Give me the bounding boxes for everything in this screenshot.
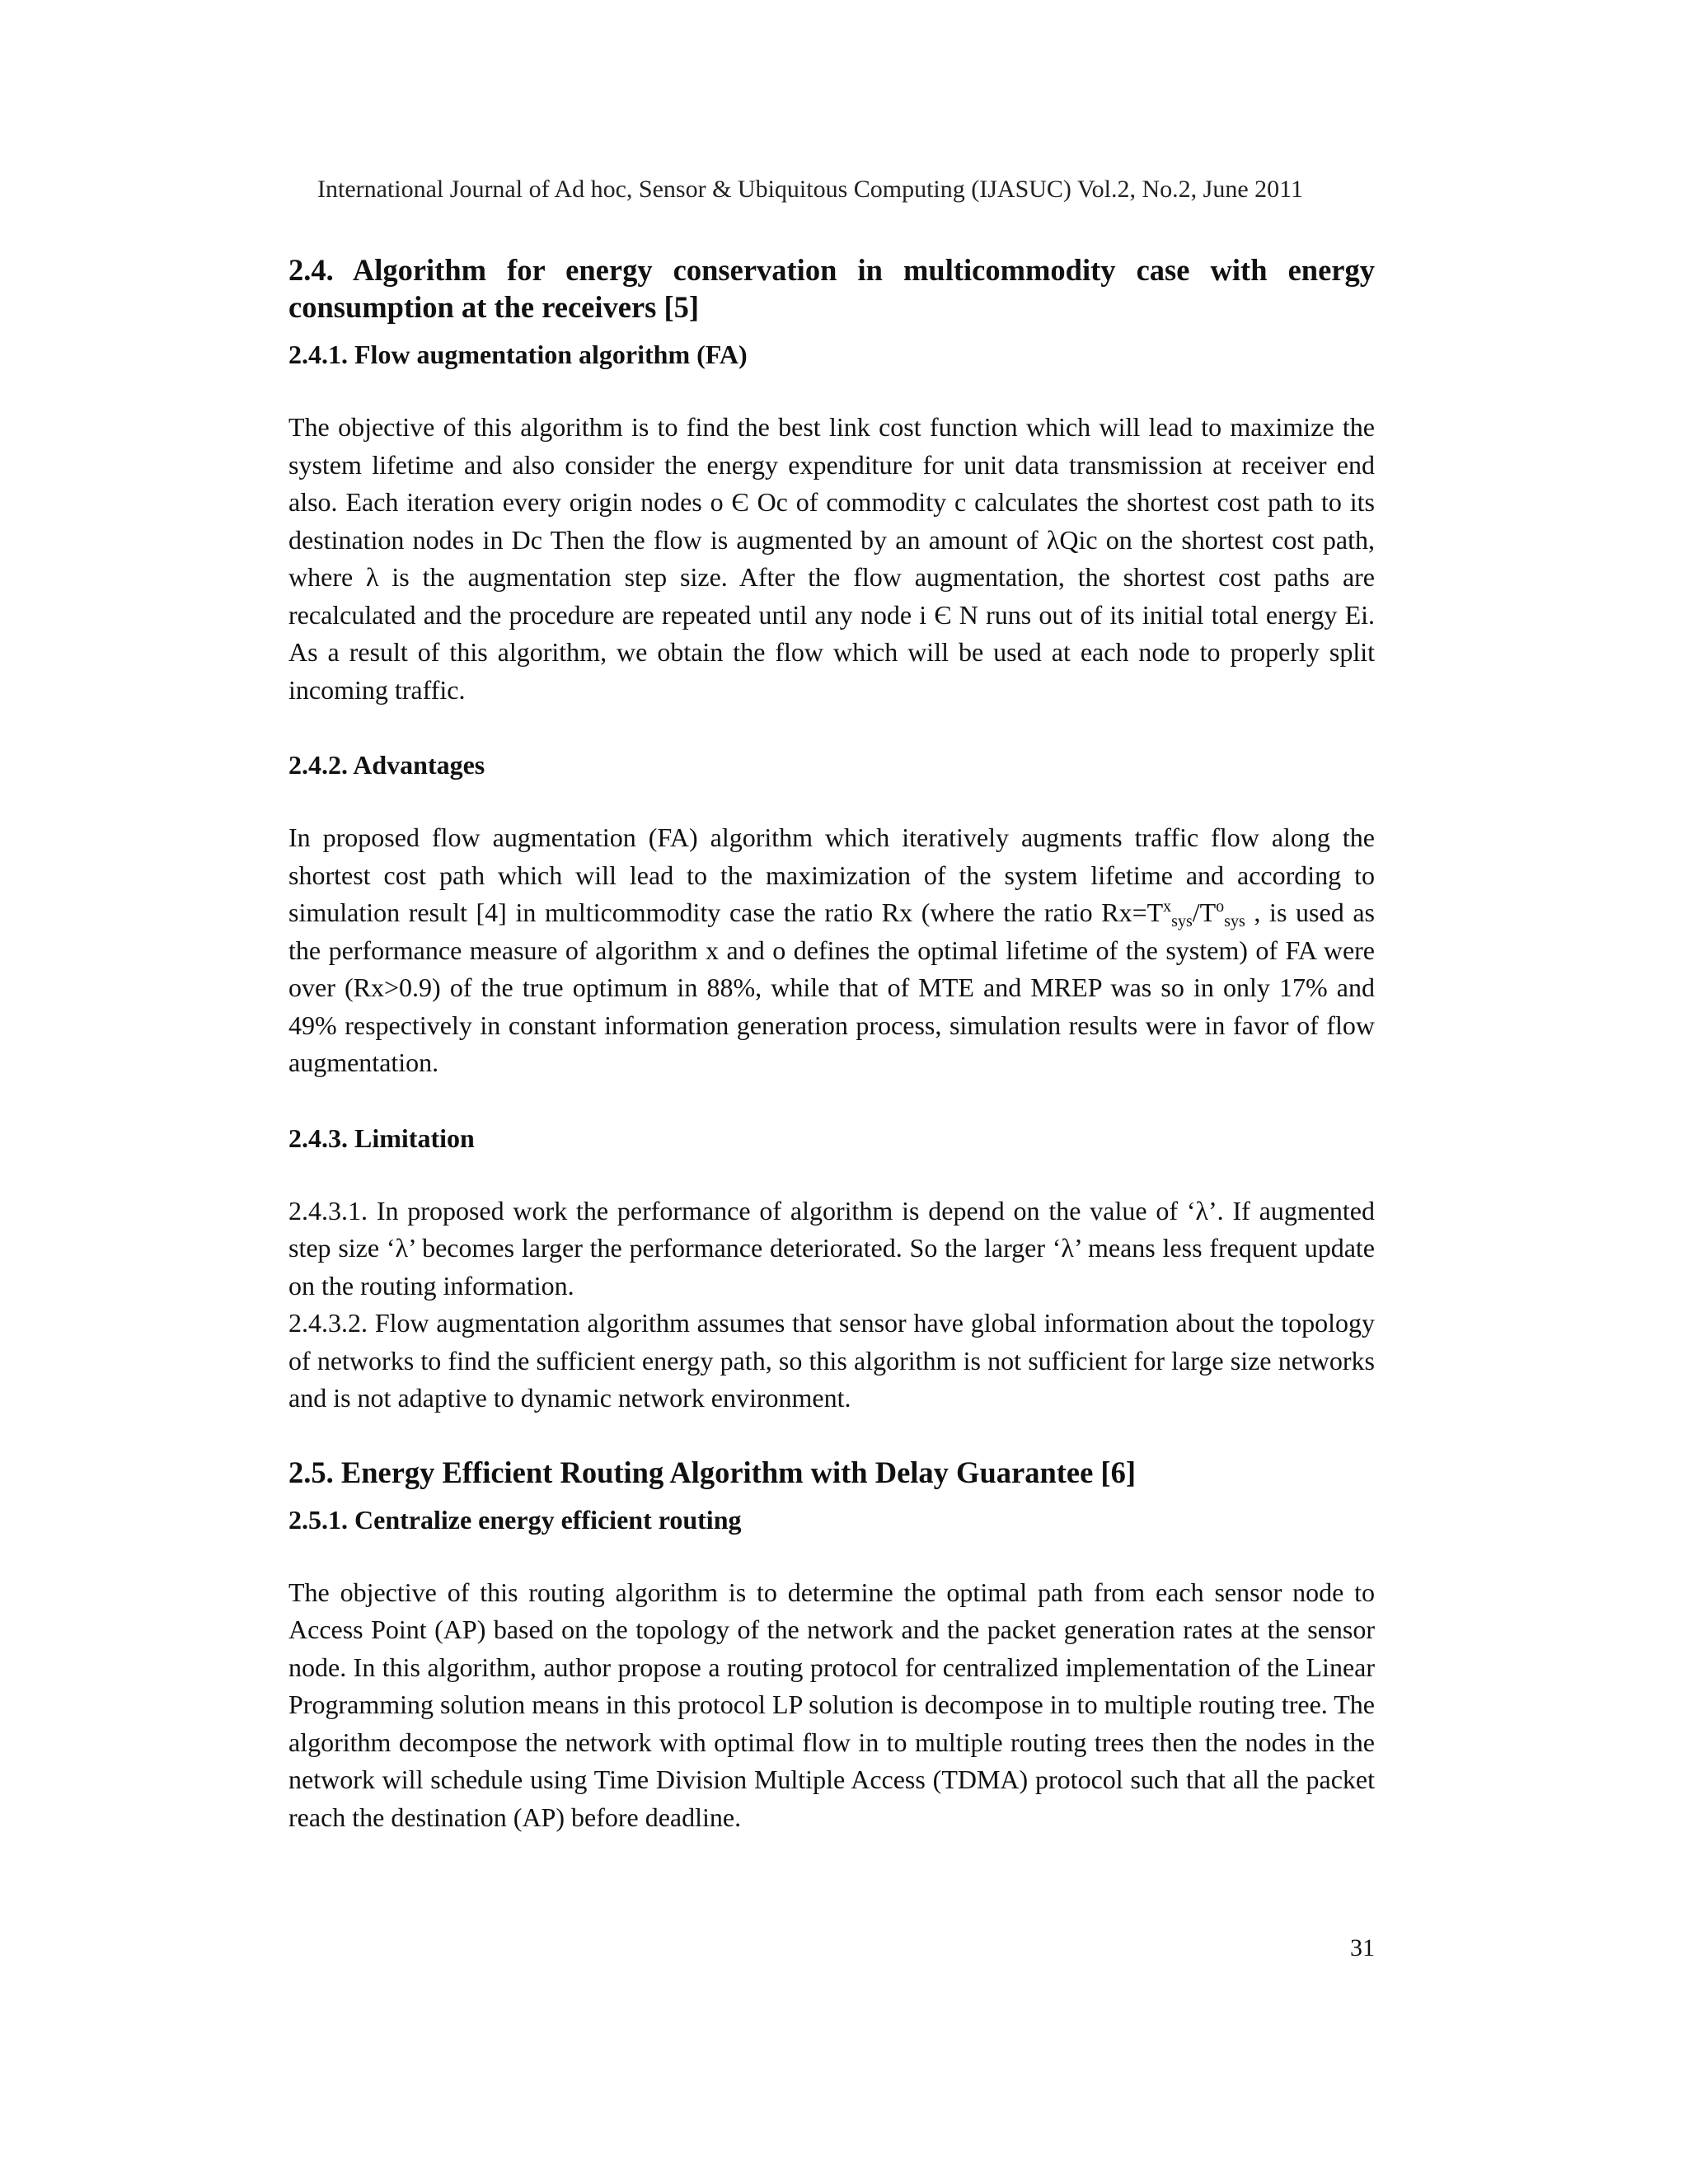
subsection-heading-2-4-2: 2.4.2. Advantages xyxy=(288,750,485,780)
paragraph-2-5-1: The objective of this routing algorithm is to determine the optimal path from each sensor node to Access Point (AP) based on the topology of the network and the packet generation rates at the sensor node. In this algorithm, author propose a routing protocol for centralized implementation of the Linear Programming solution means in this protocol LP solution is decompose in to multiple routing tree. The algorithm decompose the network with optimal flow in to multiple routing trees then the nodes in the network will schedule using Time Division Multiple Access (TDMA) protocol such that all the packet reach the destination (AP) before deadline. xyxy=(288,1577,1375,1832)
paragraph-2-4-2-part-b: , is used as the performance measure of algorithm x and o defines the optimal lifetime of the system) of FA were over (Rx>0.9) of the true optimum in 88%, while that of MTE and MREP was so in only 17% and 49% respectively in constant information generation process, simulation results were in favor of flow augmentation. xyxy=(288,898,1375,1077)
running-header: International Journal of Ad hoc, Sensor & Ubiquitous Computing (IJASUC) Vol.2, No.2, June 2011 xyxy=(317,176,1304,203)
paragraph-2-4-3-1: 2.4.3.1. In proposed work the performance of algorithm is depend on the value of ‘λ’. If augmented step size ‘λ’ becomes larger the performance deteriorated. So the larger ‘λ’ means less frequent update on the routing information. xyxy=(288,1195,1375,1301)
subsection-heading-2-5-1: 2.5.1. Centralize energy efficient routing xyxy=(288,1504,742,1535)
subsection-heading-2-4-3: 2.4.3. Limitation xyxy=(288,1122,475,1153)
section-heading-2-5: 2.5. Energy Efficient Routing Algorithm with Delay Guarantee [6] xyxy=(288,1455,1136,1489)
paragraph-2-4-2-part-a: In proposed flow augmentation (FA) algorithm which iteratively augments traffic flow along the shortest cost path which will lead to the maximization of the system lifetime and according to simulation result [4] in multicommodity case the ratio Rx (where the ratio Rx=T xyxy=(288,823,1375,927)
paragraph-2-4-3-2: 2.4.3.2. Flow augmentation algorithm assumes that sensor have global information about the topology of networks to find the sufficient energy path, so this algorithm is not sufficient for large size networks and is not adaptive to dynamic network environment. xyxy=(288,1308,1375,1413)
paragraph-2-4-1: The objective of this algorithm is to find the best link cost function which will lead to maximize the system lifetime and also consider the energy expenditure for unit data transmission at receiver end also. Each iteration every origin nodes o Є Oc of commodity c calculates the shortest cost path to its destination nodes in Dc Then the flow is augmented by an amount of λQic on the shortest cost path, where λ is the augmentation step size. After the flow augmentation, the shortest cost paths are recalculated and the procedure are repeated until any node i Є N runs out of its initial total energy Ei. As a result of this algorithm, we obtain the flow which will be used at each node to properly split incoming traffic. xyxy=(288,412,1375,705)
section-heading-2-4: 2.4. Algorithm for energy conservation in multicommodity case with energy consumption at the receivers [5] xyxy=(288,253,1375,324)
page-content xyxy=(288,251,1375,1836)
page-number: 31 xyxy=(1350,1934,1375,1961)
superscript-x: x xyxy=(1163,898,1172,916)
subscript-sys-2: sys xyxy=(1224,912,1245,930)
subscript-sys-1: sys xyxy=(1171,912,1193,930)
subsection-heading-2-4-1: 2.4.1. Flow augmentation algorithm (FA) xyxy=(288,340,748,369)
slash-t: /T xyxy=(1192,898,1217,927)
superscript-o: o xyxy=(1216,898,1225,916)
paragraph-2-4-2 xyxy=(288,819,1375,1082)
